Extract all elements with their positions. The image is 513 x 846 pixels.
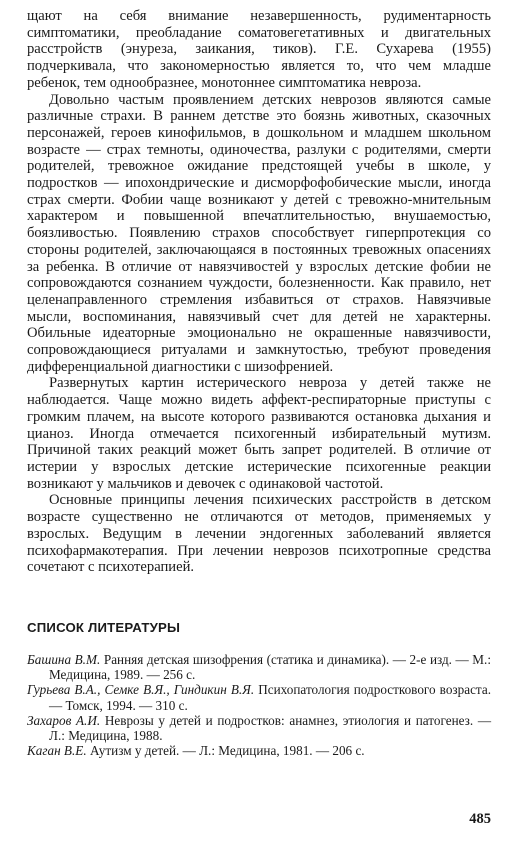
reference-text: Психопатология подросткового возраста. — Томск, 1994. — 310 с. [49,682,491,713]
page-number: 485 [469,811,491,827]
reference-author: Захаров А.И. [27,712,101,728]
body-paragraph-2: Довольно частым проявлением детских неврозов являются самые различные страхи. В раннем детстве это боязнь животных, сказочных персонажей, героев кинофильмов, в дошкольном и младшем школьном возрасте — страх темноты, одиночества, разлуки с родителями, смерти родителей, тревожное ожидание предстоящей учебы в школе, у подростков — ипохондрические и дисморфофобические мысли, иногда страх смерти. Фобии чаще возникают у детей с тревожно-мнительным характером и повышенной впечатлительностью, внушаемостью, боязливостью. Появлению страхов способствует гиперпротекция со стороны родителей, заключающаяся в постоянных тревожных опасениях за ребенка. В отличие от навязчивостей у взрослых детские фобии не сопровождаются сознанием чуждости, болезненности. Как правило, нет целенаправленного стремления избавиться от страхов. Навязчивые мысли, воспоминания, навязчивый счет для детей не характерны. Обильные идеаторные эмоционально не окрашенные навязчивости, сопровождающиеся ритуалами и замкнутостью, требуют проведения дифференциальной диагностики с шизофренией. [27,91,491,375]
reference-author: Башина В.М. [27,651,101,667]
reference-author: Гурьева В.А., Семке В.Я., Гиндикин В.Я. [27,682,255,698]
reference-item [27,713,491,743]
reference-item [27,743,491,758]
body-paragraph-4: Основные принципы лечения психических расстройств в детском возрасте существенно не отличаются от методов, применяемых у взрослых. Ведущим в лечении эндогенных заболеваний является психофармакотерапия. При лечении неврозов психотропные средства сочетают с психотерапией. [27,492,491,576]
body-paragraph-3: Развернутых картин истерического невроза у детей также не наблюдается. Чаще можно видеть аффект-респираторные приступы с громким плачем, на высоте которого развиваются остановка дыхания и цианоз. Иногда отмечается психогенный избирательный мутизм. Причиной таких реакций может быть запрет родителей. В отличие от истерии у взрослых детские истерические психогенные реакции возникают у мальчиков и девочек с одинаковой частотой. [27,375,491,492]
reference-text: Аутизм у детей. — Л.: Медицина, 1981. — 206 с. [89,743,365,759]
reference-text: Неврозы у детей и подростков: анамнез, этиология и патогенез. — Л.: Медицина, 1988. [49,712,492,743]
reference-item [27,652,491,682]
reference-item [27,682,491,712]
references-heading: СПИСОК ЛИТЕРАТУРЫ [27,619,181,635]
body-paragraph-1: щают на себя внимание незавершенность, рудиментарность симптоматики, преобладание соматовегетативных и двигательных расстройств (энуреза, заикания, тиков). Г.Е. Сухарева (1955) подчеркивала, что закономерностью является то, что чем младше ребенок, тем однообразнее, монотоннее симптоматика невроза. [27,8,491,91]
reference-author: Каган В.Е. [27,743,87,759]
page-content [27,8,491,758]
reference-text: Ранняя детская шизофрения (статика и динамика). — 2-е изд. — М.: Медицина, 1989. — 256 с. [49,651,491,683]
references-list [27,652,491,758]
